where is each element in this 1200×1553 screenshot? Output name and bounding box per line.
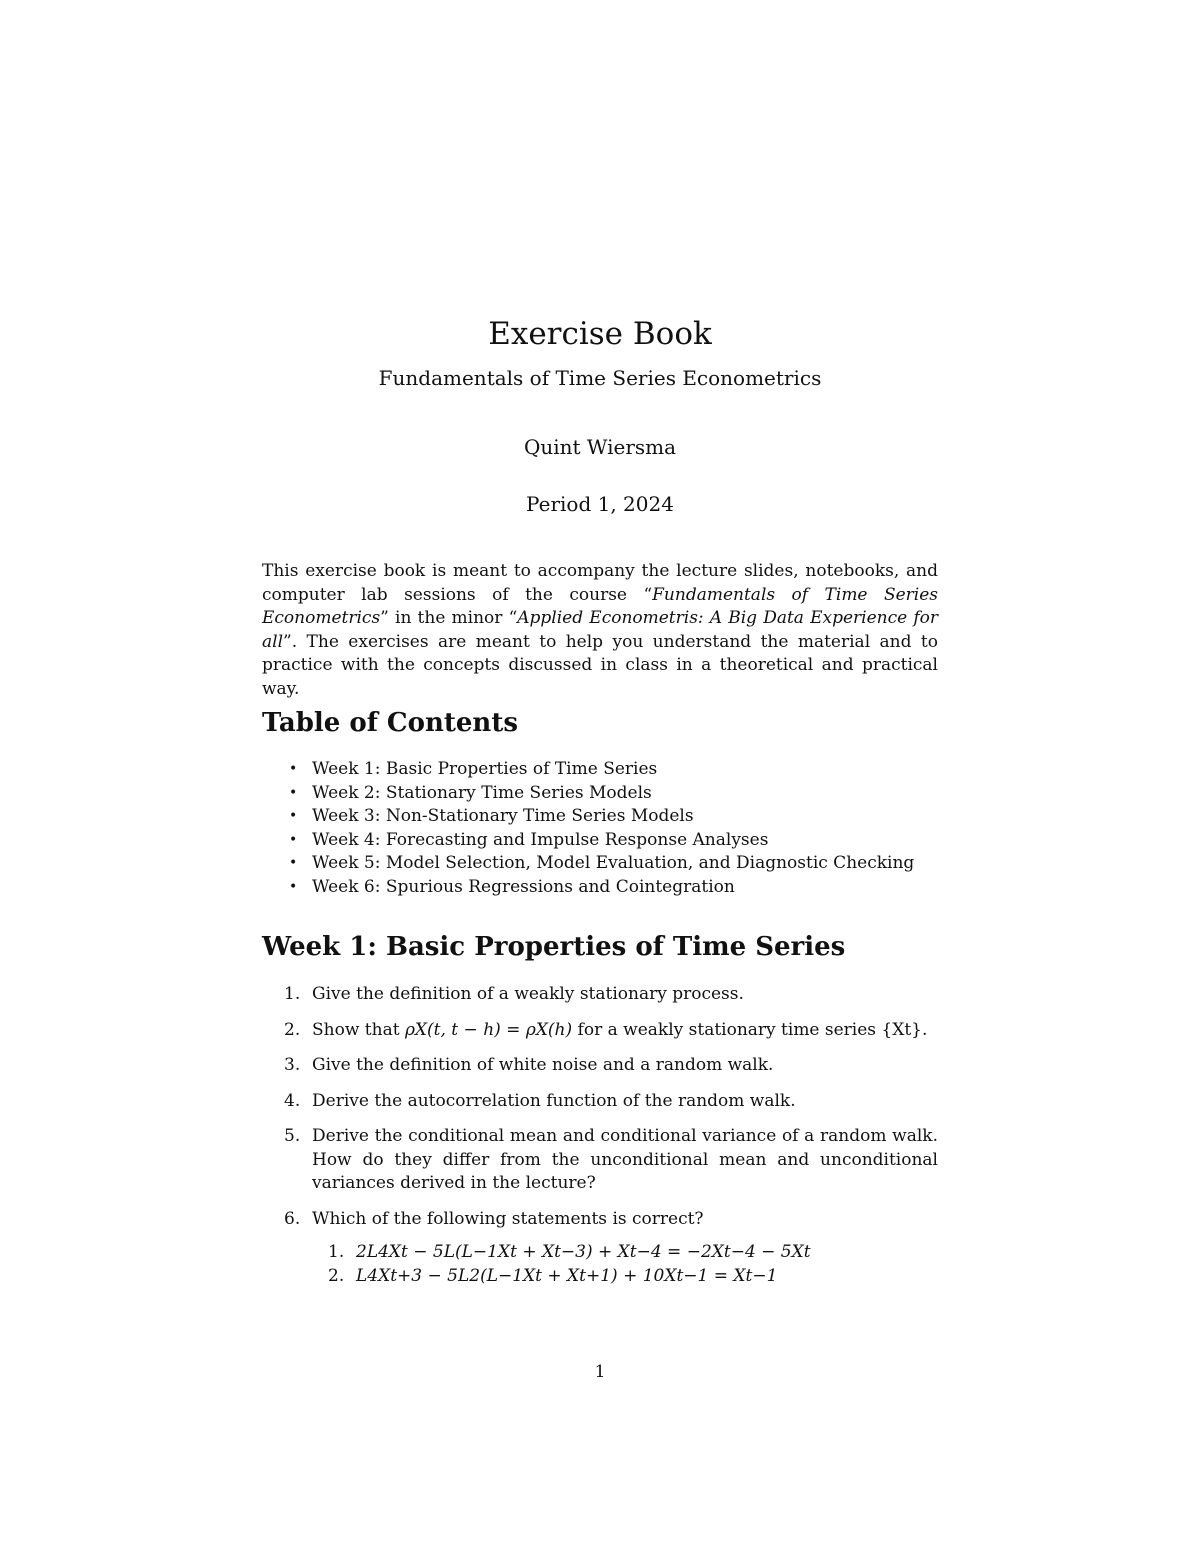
exercise-item [262, 1208, 938, 1289]
toc-heading: Table of Contents [262, 708, 518, 738]
exercise-number: 3. [284, 1055, 301, 1075]
statement-item [312, 1265, 938, 1289]
exercise-text: Derive the autocorrelation function of the random walk. [312, 1090, 796, 1111]
exercise-text: Derive the conditional mean and conditional variance of a random walk. How do they differ from the unconditional mean and unconditional variances derived in the lecture? [312, 1126, 938, 1193]
exercise-number: 1. [284, 984, 301, 1004]
toc-item[interactable]: • Week 5: Model Selection, Model Evaluation, and Diagnostic Checking [262, 852, 942, 876]
exercise-item [262, 1054, 938, 1078]
statement-math: 2L4Xt − 5L(L−1Xt + Xt−3) + Xt−4 = −2Xt−4 − 5Xt [356, 1242, 811, 1262]
course-name: Fundamentals of Time Series Econometrics [262, 584, 938, 629]
statement-list [312, 1241, 938, 1288]
statement-math: L4Xt+3 − 5L2(L−1Xt + Xt+1) + 10Xt−1 = Xt−1 [356, 1265, 778, 1286]
abstract-text-2: ” in the minor “ [380, 608, 518, 629]
exercise-math: ρX(t, t − h) = ρX(h) [404, 1019, 573, 1040]
author: Quint Wiersma [523, 435, 677, 459]
week1-exercise-list [262, 983, 938, 1300]
abstract [262, 560, 938, 702]
abstract-text-1: This exercise book is meant to accompany the lecture slides, notebooks, and computer lab sessions of the course “ [262, 561, 938, 605]
exercise-text-post: for a weakly stationary time series {Xt}. [572, 1019, 928, 1040]
exercise-text: Which of the following statements is correct? [312, 1208, 704, 1229]
date: Period 1, 2024 [526, 492, 674, 516]
toc-item[interactable]: • Week 4: Forecasting and Impulse Response Analyses [262, 829, 942, 853]
exercise-number: 5. [284, 1126, 301, 1146]
exercise-item [262, 983, 938, 1007]
exercise-number: 4. [284, 1090, 301, 1111]
exercise-item [262, 1019, 938, 1043]
toc-item[interactable]: • Week 3: Non-Stationary Time Series Models [262, 805, 942, 829]
exercise-item [262, 1090, 938, 1114]
abstract-text-3: ”. The exercises are meant to help you understand the material and to practice with the concepts discussed in class in a theoretical and practical way. [262, 631, 938, 699]
week1-heading: Week 1: Basic Properties of Time Series [262, 932, 846, 962]
table-of-contents [262, 758, 942, 899]
statement-item [312, 1241, 938, 1265]
page-number: 1 [594, 1362, 606, 1382]
document-title: Exercise Book [488, 316, 712, 352]
toc-item[interactable]: • Week 1: Basic Properties of Time Series [262, 758, 942, 782]
statement-number: 1. [328, 1242, 345, 1262]
toc-item[interactable]: • Week 6: Spurious Regressions and Cointegration [262, 876, 942, 900]
exercise-text: Give the definition of a weakly stationary process. [312, 984, 744, 1004]
toc-item[interactable]: • Week 2: Stationary Time Series Models [262, 782, 942, 806]
statement-number: 2. [328, 1265, 345, 1286]
exercise-item [262, 1125, 938, 1196]
exercise-text: Give the definition of white noise and a random walk. [312, 1055, 774, 1075]
exercise-number: 6. [284, 1208, 301, 1229]
exercise-number: 2. [284, 1019, 301, 1040]
document-subtitle: Fundamentals of Time Series Econometrics [378, 366, 822, 390]
minor-name: Applied Econometris: A Big Data Experience for all [262, 608, 938, 652]
exercise-text-pre: Show that [312, 1019, 405, 1040]
